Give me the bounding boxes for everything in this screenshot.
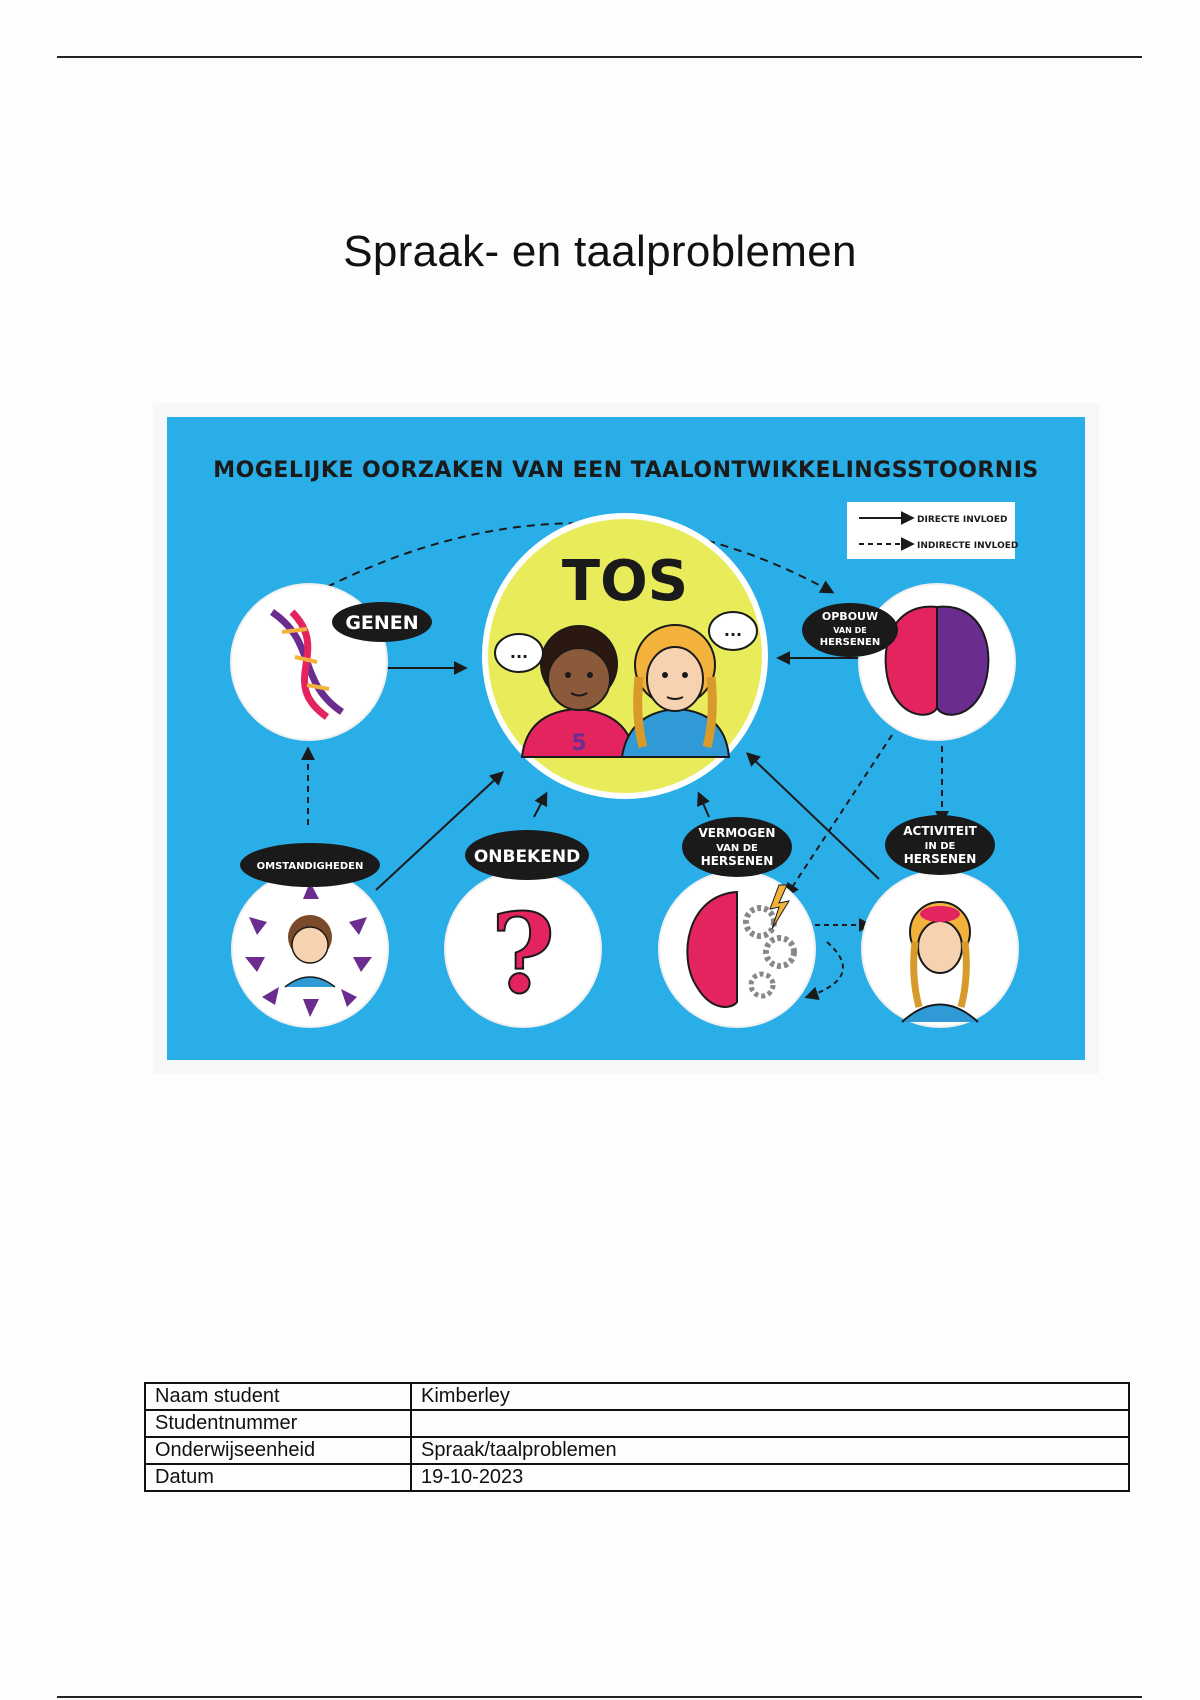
speech-bubble-right (709, 612, 757, 650)
table-row (145, 1383, 1129, 1410)
activiteit-circle (862, 815, 1018, 1027)
omstandigheden-label: OMSTANDIGHEDEN (256, 861, 364, 872)
opbouw-label-1: OPBOUW (821, 610, 879, 623)
table-row (145, 1437, 1129, 1464)
table-cell-label: Onderwijseenheid (145, 1437, 411, 1464)
vermogen-circle (659, 817, 815, 1027)
question-mark-icon: ? (490, 889, 556, 1018)
vermogen-label-2: VAN DE (716, 843, 758, 854)
table-cell-label: Studentnummer (145, 1410, 411, 1437)
activiteit-label-2: IN DE (924, 841, 956, 852)
speech-bubble-left (495, 634, 543, 672)
opbouw-circle (802, 584, 1015, 740)
table-cell-label: Datum (145, 1464, 411, 1491)
vermogen-label-1: VERMOGEN (698, 826, 776, 840)
tos-illustration (167, 417, 1085, 1060)
activiteit-label-3: HERSENEN (903, 852, 977, 866)
page-title: Spraak- en taalproblemen (343, 227, 857, 277)
table-cell-value (411, 1410, 1129, 1437)
svg-text:...: ... (509, 643, 529, 662)
activiteit-label-1: ACTIVITEIT (903, 824, 977, 838)
shirt-number: 5 (571, 731, 587, 756)
table-row (145, 1410, 1129, 1437)
illustration-heading: MOGELIJKE OORZAKEN VAN EEN TAALONTWIKKELINGSSTOORNIS (213, 458, 1039, 483)
tos-label: TOS (561, 549, 689, 614)
table-cell-value: 19-10-2023 (411, 1464, 1129, 1491)
legend (847, 502, 1018, 559)
student-info-table (144, 1382, 1130, 1492)
onbekend-circle (445, 830, 601, 1027)
table-cell-label: Naam student (145, 1383, 411, 1410)
table-row (145, 1464, 1129, 1491)
legend-direct-label: DIRECTE INVLOED (917, 515, 1008, 525)
genen-circle (231, 584, 432, 740)
tos-center (485, 516, 765, 796)
genen-label: GENEN (345, 612, 419, 634)
svg-text:...: ... (723, 621, 743, 640)
table-cell-value: Kimberley (411, 1383, 1129, 1410)
omstandigheden-circle (232, 843, 388, 1027)
vermogen-label-3: HERSENEN (700, 854, 774, 868)
header-rule (57, 56, 1142, 58)
footer-rule (57, 1696, 1142, 1698)
opbouw-label-3: HERSENEN (819, 637, 881, 648)
onbekend-label: ONBEKEND (473, 847, 581, 867)
opbouw-label-2: VAN DE (833, 626, 867, 635)
table-cell-value: Spraak/taalproblemen (411, 1437, 1129, 1464)
legend-indirect-label: INDIRECTE INVLOED (917, 541, 1019, 551)
